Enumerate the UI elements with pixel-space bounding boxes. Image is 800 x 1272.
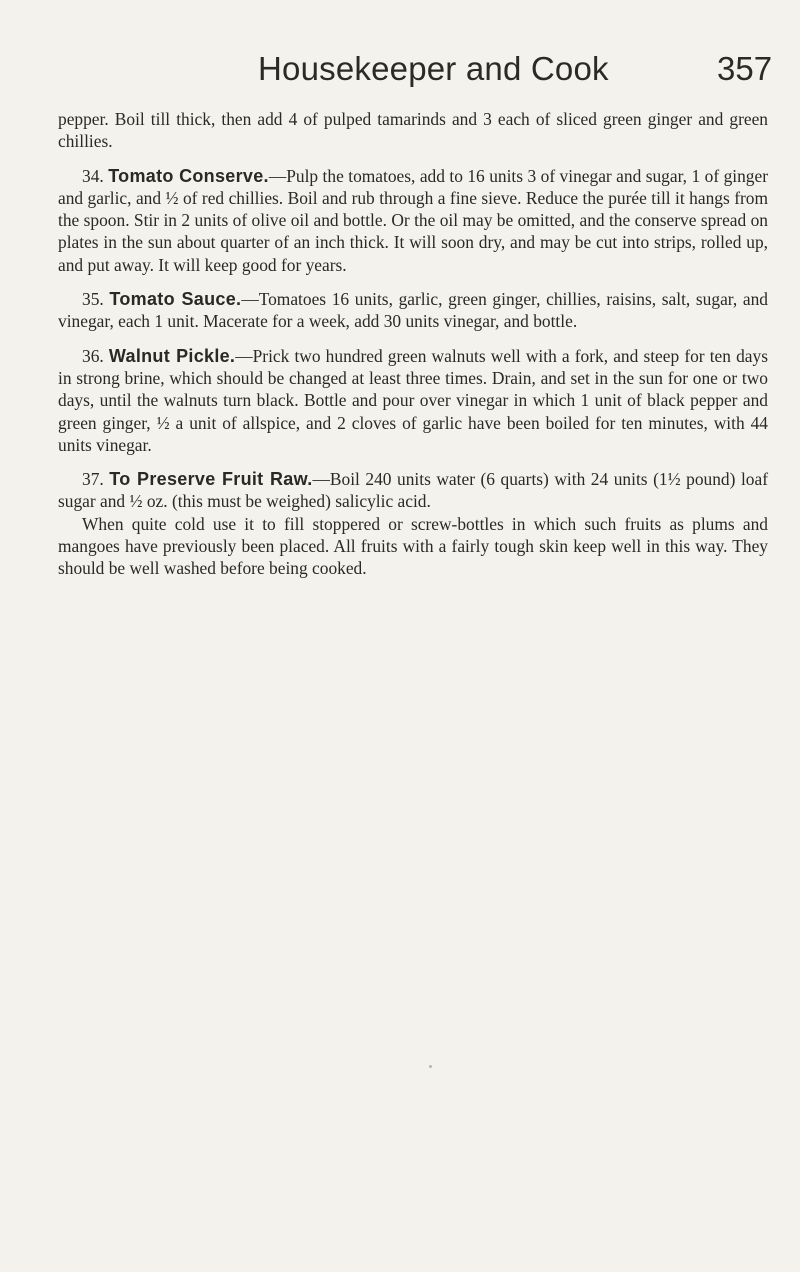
recipe-37 (58, 468, 768, 513)
recipe-text: —Tomatoes 16 units, garlic, green ginger, chillies, raisins, salt, sugar, and vinegar, each 1 unit. Macerate for a week, add 30 units vinegar, and bottle. (58, 289, 768, 332)
paragraph-continued (58, 108, 768, 153)
page-header (0, 50, 800, 98)
paragraph-text: When quite cold use it to fill stoppered or screw-bottles in which such fruits as plums and mangoes have previously been placed. All fruits with a fairly tough skin keep well in this way. They should be well washed before being cooked. (58, 513, 768, 579)
recipe-number: 37. (82, 469, 104, 490)
recipe-number: 36. (82, 345, 104, 366)
recipe-35 (58, 288, 768, 333)
paper-speck (429, 1065, 432, 1068)
recipe-text: —Prick two hundred green walnuts well with a fork, and steep for ten days in strong brine, which should be changed at least three times. Drain, and set in the sun for one or two days, until the walnuts turn black. Bottle and pour over vinegar in which 1 unit of black pepper and green ginger, ½ a unit of allspice, and 2 cloves of garlic have been boiled for ten minutes, with 44 units vinegar. (58, 345, 768, 455)
recipe-text: —Boil 240 units water (6 quarts) with 24 units (1½ pound) loaf sugar and ½ oz. (this must be weighed) salicylic acid. (58, 469, 768, 512)
paragraph-text: pepper. Boil till thick, then add 4 of pulped tamarinds and 3 each of sliced green ginger and green chillies. (58, 109, 768, 152)
recipe-title: To Preserve Fruit Raw. (109, 469, 313, 490)
page-number: 357 (717, 50, 773, 87)
running-title: Housekeeper and Cook (258, 50, 609, 87)
page-body (58, 108, 768, 580)
recipe-34 (58, 165, 768, 276)
recipe-37-continued (58, 513, 768, 580)
recipe-number: 35. (82, 289, 104, 310)
recipe-number: 34. (82, 165, 104, 186)
recipe-text: —Pulp the tomatoes, add to 16 units 3 of vinegar and sugar, 1 of ginger and garlic, and ½ of red chillies. Boil and rub through a fine sieve. Reduce the purée till it hangs from the spoon. Stir in 2 units of olive oil and bottle. Or the oil may be omitted, and the conserve spread on plates in the sun about quarter of an inch thick. It will soon dry, and may be cut into strips, rolled up, and put away. It will keep good for years. (58, 165, 768, 275)
recipe-title: Walnut Pickle. (108, 345, 236, 366)
recipe-title: Tomato Conserve. (108, 165, 269, 186)
recipe-36 (58, 345, 768, 456)
recipe-title: Tomato Sauce. (109, 289, 242, 310)
